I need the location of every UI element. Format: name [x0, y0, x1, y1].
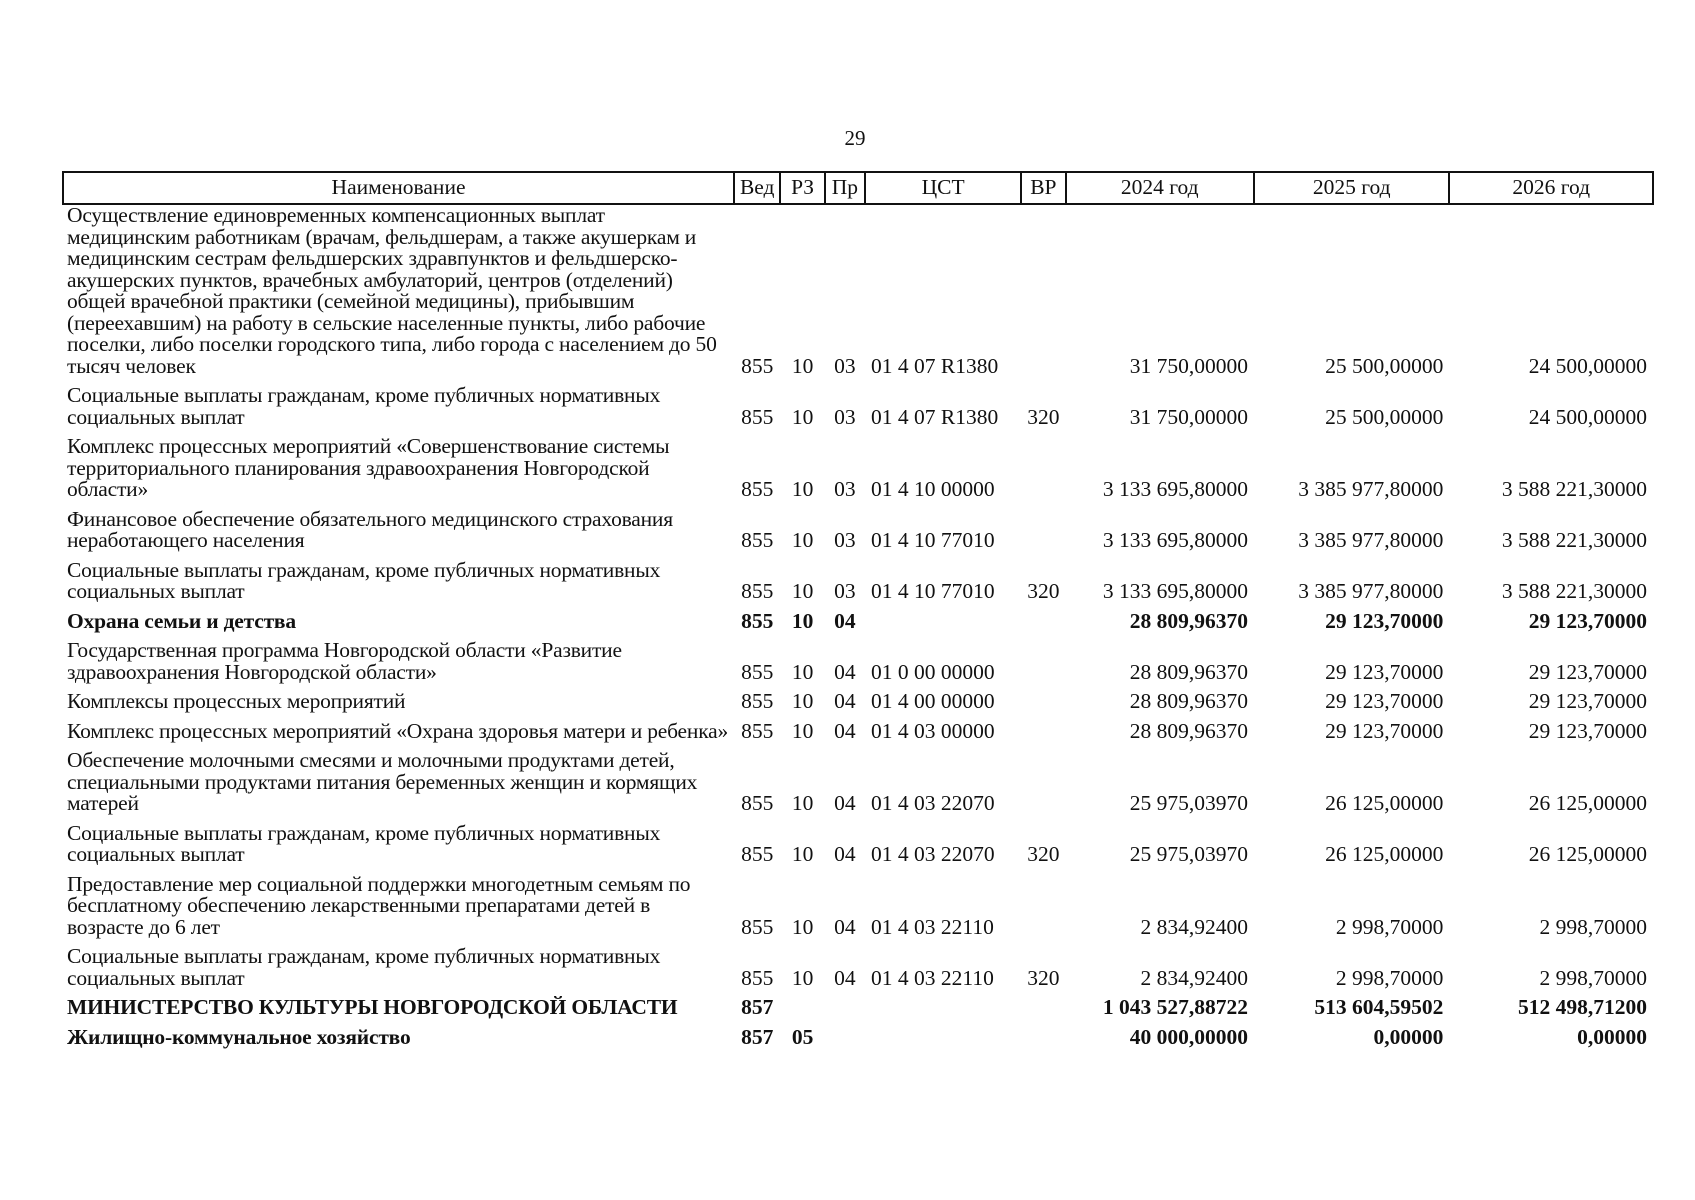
row-ved: 855 — [741, 579, 774, 603]
row-amount-2024: 1 043 527,88722 — [1102, 995, 1248, 1019]
row-pr — [825, 1022, 865, 1052]
row-ved: 855 — [741, 791, 774, 815]
row-name: Социальные выплаты гражданам, кроме публичных нормативных социальных выплат — [67, 820, 661, 866]
header-2025: 2025 год — [1254, 172, 1449, 204]
row-ved: 855 — [741, 718, 774, 743]
row-rz: 10 — [791, 404, 814, 429]
row-pr: 04 — [834, 914, 856, 939]
row-pr: 04 — [834, 608, 856, 633]
row-vr — [1021, 635, 1065, 686]
row-pr: 04 — [834, 965, 856, 990]
row-name: Комплекс процессных мероприятий «Охрана здоровья матери и ребенка» — [67, 718, 729, 743]
row-cst: 01 4 03 22070 — [871, 842, 995, 866]
row-pr: 04 — [834, 842, 856, 866]
table-body — [63, 204, 1653, 1051]
row-rz: 10 — [791, 842, 814, 866]
row-cst: 01 4 07 R1380 — [871, 404, 999, 429]
row-vr — [1021, 204, 1065, 380]
row-vr: 320 — [1027, 965, 1060, 990]
row-amount-2024: 28 809,96370 — [1129, 718, 1248, 743]
row-vr — [1021, 869, 1065, 942]
row-ved: 857 — [741, 995, 774, 1019]
row-amount-2026: 3 588 221,30000 — [1501, 477, 1647, 501]
row-amount-2026: 3 588 221,30000 — [1501, 528, 1647, 552]
budget-table — [62, 171, 1654, 1051]
row-vr: 320 — [1027, 404, 1060, 429]
row-vr — [1021, 992, 1065, 1022]
row-amount-2026: 26 125,00000 — [1528, 842, 1647, 866]
row-cst: 01 4 03 00000 — [871, 718, 995, 743]
row-amount-2025: 29 123,70000 — [1325, 608, 1444, 633]
row-pr: 03 — [834, 477, 856, 501]
row-rz: 10 — [791, 718, 814, 743]
row-amount-2026: 29 123,70000 — [1528, 689, 1647, 713]
row-vr — [1021, 1022, 1065, 1052]
row-cst: 01 0 00 00000 — [871, 659, 995, 684]
header-cst: ЦСТ — [865, 172, 1021, 204]
row-rz: 10 — [791, 791, 814, 815]
row-vr — [1021, 686, 1065, 716]
row-amount-2026: 26 125,00000 — [1528, 791, 1647, 815]
row-cst: 01 4 03 22110 — [871, 965, 994, 990]
row-rz: 10 — [791, 659, 814, 684]
table-row — [63, 941, 1653, 992]
row-rz: 10 — [791, 965, 814, 990]
row-pr: 03 — [834, 404, 856, 429]
row-amount-2025: 25 500,00000 — [1325, 404, 1444, 429]
table-row — [63, 504, 1653, 555]
table-row — [63, 992, 1653, 1022]
row-pr: 04 — [834, 718, 856, 743]
table-row — [63, 380, 1653, 431]
row-pr: 03 — [834, 579, 856, 603]
row-cst: 01 4 10 77010 — [871, 579, 995, 603]
row-ved: 855 — [741, 914, 774, 939]
row-name: Социальные выплаты гражданам, кроме публичных нормативных социальных выплат — [67, 383, 661, 429]
row-pr — [825, 992, 865, 1022]
row-amount-2026: 3 588 221,30000 — [1501, 579, 1647, 603]
row-cst — [865, 992, 1021, 1022]
table-row — [63, 818, 1653, 869]
row-amount-2024: 31 750,00000 — [1129, 404, 1248, 429]
row-vr — [1021, 431, 1065, 504]
row-name: Охрана семьи и детства — [67, 608, 296, 633]
row-cst: 01 4 03 22110 — [871, 914, 994, 939]
row-amount-2024: 3 133 695,80000 — [1102, 528, 1248, 552]
row-name: Финансовое обеспечение обязательного медицинского страхования неработающего населения — [67, 506, 673, 552]
row-name: Социальные выплаты гражданам, кроме публичных нормативных социальных выплат — [67, 944, 661, 990]
row-amount-2025: 3 385 977,80000 — [1298, 579, 1444, 603]
row-rz: 10 — [791, 914, 814, 939]
table-header — [63, 172, 1653, 204]
row-amount-2024: 31 750,00000 — [1129, 353, 1248, 378]
row-vr — [1021, 606, 1065, 636]
row-amount-2024: 25 975,03970 — [1129, 791, 1248, 815]
row-ved: 855 — [741, 608, 774, 633]
row-vr — [1021, 716, 1065, 746]
row-ved: 855 — [741, 842, 774, 866]
header-name: Наименование — [63, 172, 734, 204]
row-amount-2026: 29 123,70000 — [1528, 659, 1647, 684]
row-pr: 04 — [834, 689, 856, 713]
row-amount-2025: 29 123,70000 — [1325, 659, 1444, 684]
row-ved: 855 — [741, 353, 774, 378]
row-name: Социальные выплаты гражданам, кроме публичных нормативных социальных выплат — [67, 557, 661, 603]
row-pr: 03 — [834, 353, 856, 378]
table-row — [63, 431, 1653, 504]
row-amount-2024: 40 000,00000 — [1129, 1024, 1248, 1049]
row-amount-2024: 28 809,96370 — [1129, 608, 1248, 633]
row-name: Осуществление единовременных компенсационных выплат медицинским работникам (врачам, фельдшерам, а также акушеркам и медицинским сестрам фельдшерских здравпунктов и фельдшерско-акушерских пунктов, врачебных амбулаторий, центров (отделений) общей врачебной практики (семейной медицины), прибывшим (переехавшим) на работу в сельские населенные пункты, либо рабочие поселки, либо поселки городского типа, либо города с населением до 50 тысяч человек — [67, 203, 717, 378]
row-amount-2025: 25 500,00000 — [1325, 353, 1444, 378]
row-rz: 10 — [791, 353, 814, 378]
row-amount-2024: 2 834,92400 — [1140, 965, 1248, 990]
row-amount-2026: 512 498,71200 — [1518, 995, 1647, 1019]
table-row — [63, 635, 1653, 686]
row-amount-2024: 28 809,96370 — [1129, 659, 1248, 684]
table-row — [63, 204, 1653, 380]
header-pr: Пр — [825, 172, 865, 204]
row-ved: 857 — [741, 1024, 774, 1049]
row-amount-2025: 29 123,70000 — [1325, 718, 1444, 743]
row-name: МИНИСТЕРСТВО КУЛЬТУРЫ НОВГОРОДСКОЙ ОБЛАСТИ — [67, 995, 678, 1019]
row-amount-2026: 29 123,70000 — [1528, 608, 1647, 633]
row-cst: 01 4 03 22070 — [871, 791, 995, 815]
row-name: Обеспечение молочными смесями и молочными продуктами детей, специальными продуктами питания беременных женщин и кормящих матерей — [67, 748, 698, 815]
row-cst: 01 4 00 00000 — [871, 689, 995, 713]
row-amount-2025: 26 125,00000 — [1325, 791, 1444, 815]
header-ved: Вед — [734, 172, 780, 204]
row-amount-2025: 29 123,70000 — [1325, 689, 1444, 713]
header-vr: ВР — [1021, 172, 1065, 204]
row-rz: 10 — [791, 477, 814, 501]
row-rz: 05 — [791, 1024, 814, 1049]
row-name: Жилищно-коммунальное хозяйство — [67, 1024, 411, 1049]
row-name: Предоставление мер социальной поддержки многодетным семьям по бесплатному обеспечению лекарственными препаратами детей в возрасте до 6 лет — [67, 871, 691, 939]
row-pr: 04 — [834, 659, 856, 684]
row-vr — [1021, 745, 1065, 818]
row-amount-2026: 0,00000 — [1577, 1024, 1647, 1049]
row-rz: 10 — [791, 528, 814, 552]
row-cst: 01 4 07 R1380 — [871, 353, 999, 378]
row-amount-2025: 513 604,59502 — [1314, 995, 1444, 1019]
row-amount-2024: 28 809,96370 — [1129, 689, 1248, 713]
row-amount-2025: 2 998,70000 — [1335, 965, 1444, 990]
header-rz: РЗ — [780, 172, 824, 204]
row-rz: 10 — [791, 689, 814, 713]
row-amount-2026: 24 500,00000 — [1528, 404, 1647, 429]
row-amount-2025: 3 385 977,80000 — [1298, 528, 1444, 552]
row-name: Государственная программа Новгородской области «Развитие здравоохранения Новгородской области» — [67, 638, 622, 684]
row-amount-2025: 3 385 977,80000 — [1298, 477, 1444, 501]
row-amount-2024: 3 133 695,80000 — [1102, 477, 1248, 501]
row-cst: 01 4 10 00000 — [871, 477, 995, 501]
row-pr: 03 — [834, 528, 856, 552]
table-row — [63, 606, 1653, 636]
row-rz: 10 — [791, 579, 814, 603]
row-vr: 320 — [1027, 842, 1060, 866]
row-amount-2025: 0,00000 — [1373, 1024, 1444, 1049]
table-row — [63, 1022, 1653, 1052]
row-pr: 04 — [834, 791, 856, 815]
row-cst — [865, 1022, 1021, 1052]
row-amount-2025: 26 125,00000 — [1325, 842, 1444, 866]
row-amount-2026: 24 500,00000 — [1528, 353, 1647, 378]
row-amount-2024: 2 834,92400 — [1140, 914, 1248, 939]
row-rz: 10 — [791, 608, 814, 633]
page-number: 29 — [844, 126, 866, 150]
row-name: Комплекс процессных мероприятий «Совершенствование системы территориального планирования здравоохранения Новгородской области» — [67, 434, 670, 501]
row-cst — [865, 606, 1021, 636]
header-2026: 2026 год — [1449, 172, 1653, 204]
row-amount-2024: 25 975,03970 — [1129, 842, 1248, 866]
row-ved: 855 — [741, 659, 774, 684]
row-ved: 855 — [741, 404, 774, 429]
table-row — [63, 869, 1653, 942]
table-row — [63, 745, 1653, 818]
row-cst: 01 4 10 77010 — [871, 528, 995, 552]
table-row — [63, 555, 1653, 606]
row-amount-2026: 2 998,70000 — [1539, 914, 1647, 939]
table-row — [63, 686, 1653, 716]
row-ved: 855 — [741, 689, 774, 713]
header-2024: 2024 год — [1066, 172, 1254, 204]
row-amount-2026: 29 123,70000 — [1528, 718, 1647, 743]
row-amount-2024: 3 133 695,80000 — [1102, 579, 1248, 603]
row-vr — [1021, 504, 1065, 555]
row-ved: 855 — [741, 528, 774, 552]
row-ved: 855 — [741, 477, 774, 501]
row-amount-2026: 2 998,70000 — [1539, 965, 1647, 990]
table-row — [63, 716, 1653, 746]
row-rz — [780, 992, 824, 1022]
row-ved: 855 — [741, 965, 774, 990]
row-name: Комплексы процессных мероприятий — [67, 689, 406, 713]
row-amount-2025: 2 998,70000 — [1335, 914, 1444, 939]
row-vr: 320 — [1027, 579, 1060, 603]
